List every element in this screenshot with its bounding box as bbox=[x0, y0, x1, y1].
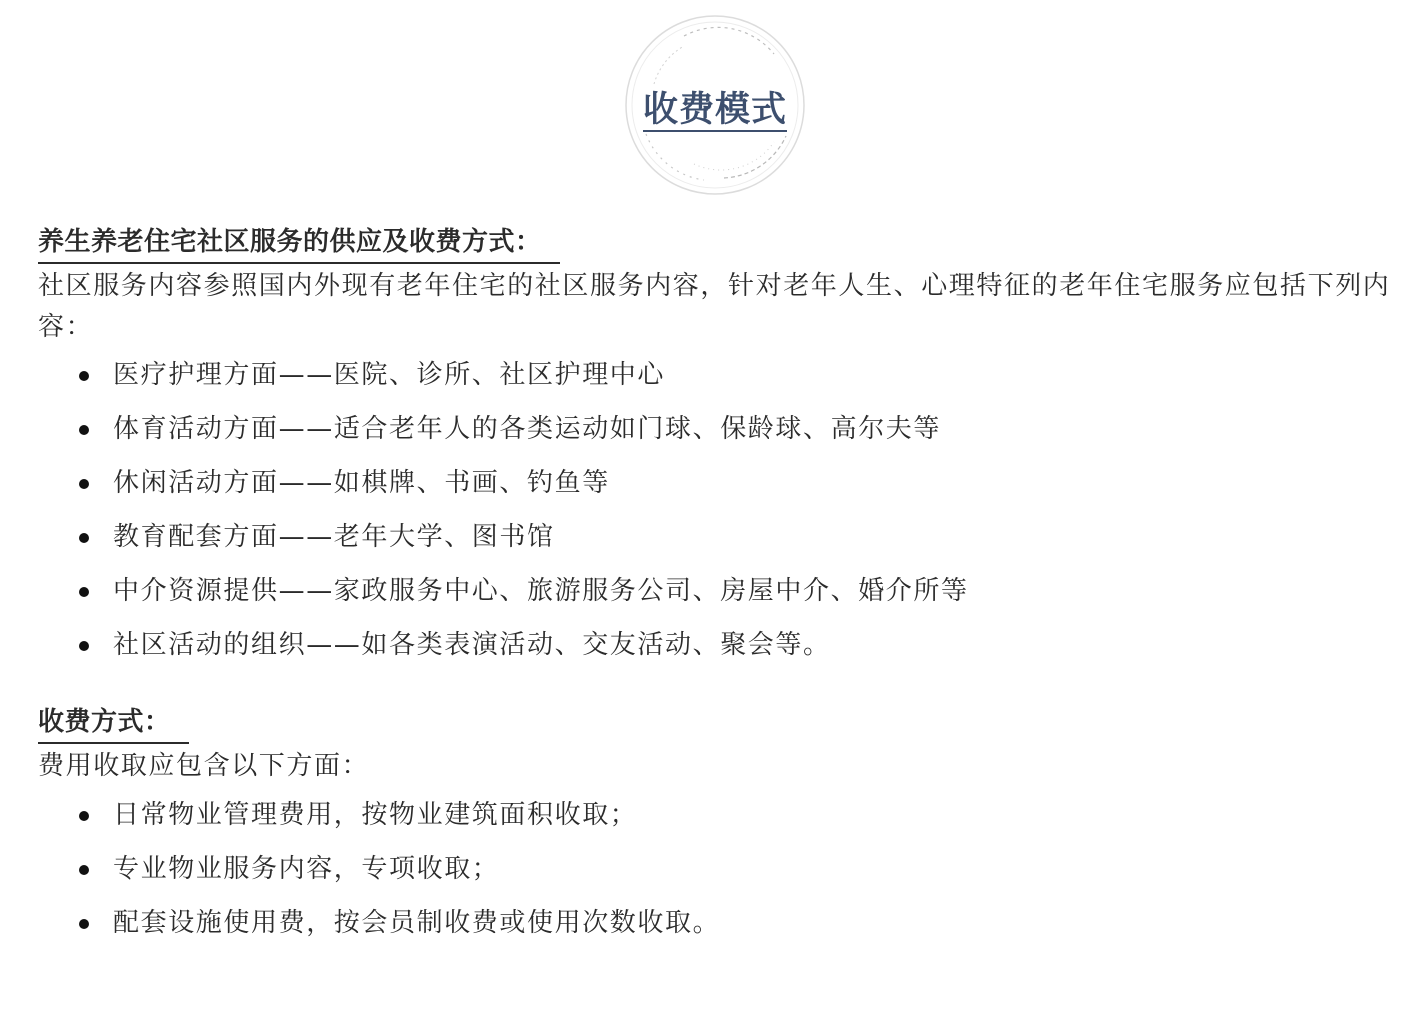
section2-heading: 收费方式： bbox=[38, 702, 189, 744]
list-item: 教育配套方面——老年大学、图书馆 bbox=[38, 510, 1393, 564]
list-item: 体育活动方面——适合老年人的各类运动如门球、保龄球、高尔夫等 bbox=[38, 402, 1393, 456]
section1-heading: 养生养老住宅社区服务的供应及收费方式： bbox=[38, 222, 560, 264]
list-item: 社区活动的组织——如各类表演活动、交友活动、聚会等。 bbox=[38, 618, 1393, 672]
list-item: 医疗护理方面——医院、诊所、社区护理中心 bbox=[38, 348, 1393, 402]
bullet-dot-icon bbox=[79, 865, 89, 875]
section-heading bbox=[38, 702, 1393, 744]
list-item: 休闲活动方面——如棋牌、书画、钓鱼等 bbox=[38, 456, 1393, 510]
service-list bbox=[38, 348, 1393, 672]
fee-list bbox=[38, 788, 1393, 950]
section1-intro: 社区服务内容参照国内外现有老年住宅的社区服务内容，针对老年人生、心理特征的老年住宅服务应包括下列内容： bbox=[38, 271, 1391, 342]
bullet-dot-icon bbox=[79, 533, 89, 543]
title-block bbox=[624, 14, 806, 196]
bullet-dot-icon bbox=[79, 425, 89, 435]
bullet-dot-icon bbox=[79, 919, 89, 929]
list-item: 日常物业管理费用，按物业建筑面积收取； bbox=[38, 788, 1393, 842]
list-item: 配套设施使用费，按会员制收费或使用次数收取。 bbox=[38, 896, 1393, 950]
bullet-dot-icon bbox=[79, 479, 89, 489]
list-item: 中介资源提供——家政服务中心、旅游服务公司、房屋中介、婚介所等 bbox=[38, 564, 1393, 618]
section-heading bbox=[38, 222, 1393, 264]
document-body bbox=[38, 222, 1393, 950]
bullet-dot-icon bbox=[79, 641, 89, 651]
list-item: 专业物业服务内容，专项收取； bbox=[38, 842, 1393, 896]
bullet-dot-icon bbox=[79, 811, 89, 821]
page-title: 收费模式 bbox=[642, 90, 787, 130]
bullet-dot-icon bbox=[79, 587, 89, 597]
section2-intro: 费用收取应包含以下方面： bbox=[38, 751, 370, 781]
bullet-dot-icon bbox=[79, 371, 89, 381]
